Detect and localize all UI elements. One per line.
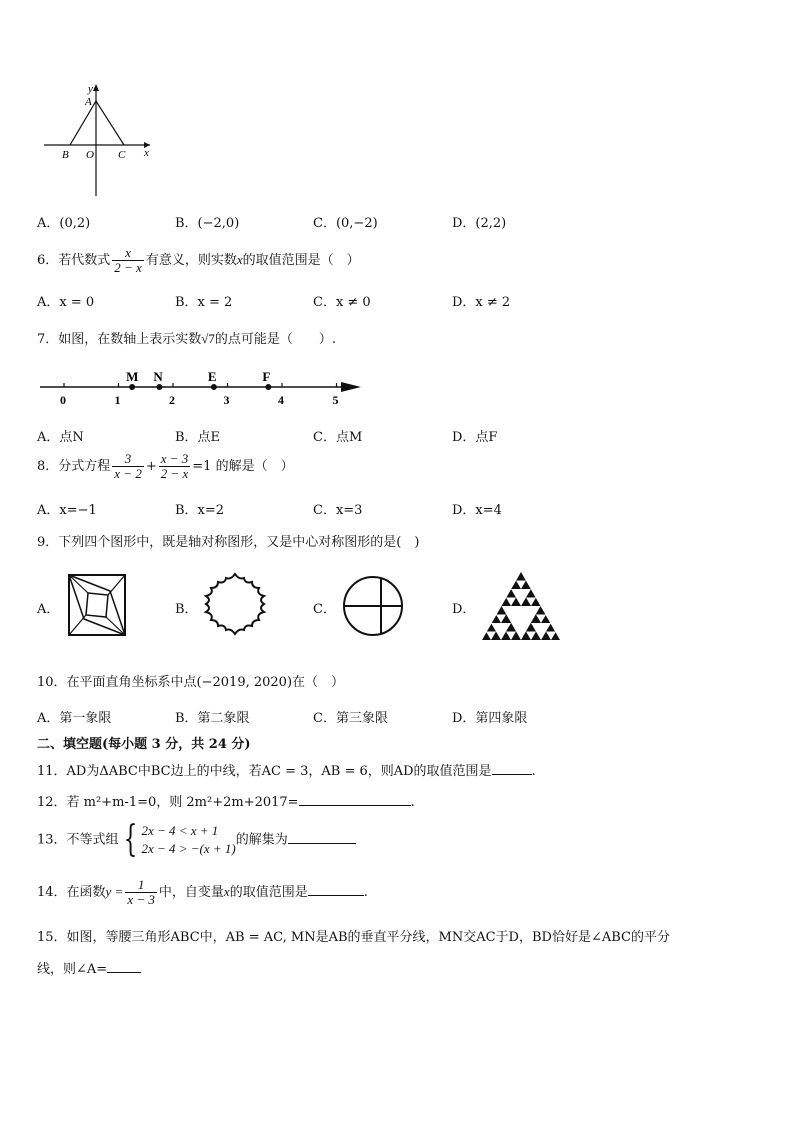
q12-answer-blank[interactable]	[299, 793, 411, 806]
q8-den-1: x − 2	[114, 466, 142, 481]
point-label-n: N	[153, 369, 163, 384]
q6-tail: 的取值范围是（ ）	[242, 253, 360, 268]
q10-stem: 10．在平面直角坐标系中点(−2019, 2020)在（ ）	[37, 675, 345, 690]
q5-option-d[interactable]: D．(2,2)	[452, 216, 507, 231]
q14-tail: 的取值范围是	[229, 885, 308, 900]
point-label-m: M	[126, 369, 139, 384]
q6-var: x	[236, 252, 243, 267]
q15-answer-blank[interactable]	[107, 960, 141, 973]
q14-end: .	[363, 885, 368, 900]
q9-option-b[interactable]: B．	[175, 602, 198, 617]
label-c: C	[118, 149, 126, 161]
q8-fraction-1	[112, 452, 144, 481]
q8-option-d[interactable]: D．x=4	[452, 503, 502, 518]
q13-post: 的解集为	[235, 832, 288, 848]
q7-root: √7	[201, 331, 215, 346]
q10-option-d[interactable]: D．第四象限	[452, 711, 528, 726]
q15-line-1: 15．如图，等腰三角形ABC中，AB = AC, MN是AB的垂直平分线，MN交AC于D，BD恰好是∠ABC的平分	[37, 930, 670, 945]
label-x: x	[144, 147, 149, 159]
number-line	[38, 362, 368, 410]
q13-answer-blank[interactable]	[288, 831, 356, 844]
q9-figure-c	[340, 573, 406, 639]
tick-label: 3	[223, 393, 230, 407]
q8-num-1: 3	[124, 451, 132, 466]
point-m	[129, 384, 135, 390]
q6-stem	[37, 246, 360, 275]
q9-figure-d	[480, 570, 562, 642]
q7-option-a[interactable]: A．点N	[37, 430, 84, 445]
tick-label: 4	[278, 393, 284, 407]
q8-fraction-2	[159, 452, 191, 481]
q8-option-a[interactable]: A．x=−1	[37, 503, 97, 518]
q6-fraction	[112, 246, 144, 275]
q8-plus: +	[145, 459, 157, 474]
q11-text: 11．AD为ΔABC中BC边上的中线，若AC = 3，AB = 6，则AD的取值范围是	[37, 764, 492, 779]
q6-option-d[interactable]: D．x ≠ 2	[452, 295, 511, 310]
point-label-f: F	[262, 369, 271, 384]
q10-option-a[interactable]: A．第一象限	[37, 711, 112, 726]
q13-system: { 2x − 4 < x + 1 2x − 4 > −(x + 1)	[123, 819, 236, 860]
q10-option-c[interactable]: C．第三象限	[313, 711, 388, 726]
q5-figure	[40, 78, 160, 200]
tick-label: 5	[332, 393, 339, 407]
point-label-e: E	[207, 369, 217, 384]
q6-num: x	[125, 245, 131, 260]
q11-end: .	[531, 764, 536, 779]
q14-stem	[37, 878, 368, 907]
q14-num: 1	[137, 877, 145, 892]
point-f	[265, 384, 271, 390]
q7-post: 的点可能是（ ）.	[214, 332, 337, 347]
section-2-heading: 二、填空题(每小题 3 分，共 24 分)	[37, 737, 251, 752]
q6-den: 2 − x	[114, 260, 142, 275]
q12-text: 12．若 m²+m-1=0，则 2m²+2m+2017=	[37, 795, 299, 810]
q8-stem	[37, 452, 294, 481]
q8-post: =1 的解是（ ）	[192, 459, 294, 474]
q14-post: 中，自变量	[158, 885, 224, 900]
q9-option-a[interactable]: A．	[37, 602, 60, 617]
q14-lhs: y =	[105, 884, 124, 899]
q13-row-2: 2x − 4 > −(x + 1)	[141, 841, 236, 856]
q14-pre: 14．在函数	[37, 885, 106, 900]
q8-den-2: 2 − x	[160, 466, 189, 481]
q6-post: 有意义，则实数	[145, 253, 237, 268]
q15-line-2-text: 线，则∠A=	[37, 962, 108, 977]
q14-den: x − 3	[127, 892, 155, 907]
label-b: B	[62, 149, 69, 161]
point-n	[156, 384, 162, 390]
q7-option-c[interactable]: C．点M	[313, 430, 363, 445]
q12-stem	[37, 791, 415, 810]
q13-stem	[37, 819, 356, 860]
q5-option-b[interactable]: B．(−2,0)	[175, 216, 240, 231]
q11-stem	[37, 760, 536, 779]
q12-end: .	[410, 795, 415, 810]
q6-option-c[interactable]: C．x ≠ 0	[313, 295, 371, 310]
point-e	[211, 384, 217, 390]
q8-num-2: x − 3	[160, 451, 189, 466]
q7-option-d[interactable]: D．点F	[452, 430, 498, 445]
triangle-abc	[70, 101, 124, 145]
q8-option-c[interactable]: C．x=3	[313, 503, 363, 518]
q7-stem	[37, 328, 336, 347]
q11-answer-blank[interactable]	[492, 762, 532, 775]
q6-pre: 6．若代数式	[37, 253, 111, 268]
q7-pre: 7．如图，在数轴上表示实数	[37, 332, 202, 347]
q8-pre: 8．分式方程	[37, 459, 111, 474]
q15-line-2	[37, 958, 141, 977]
tick-label: 1	[114, 393, 121, 407]
q9-figure-a	[66, 573, 128, 637]
q9-option-c[interactable]: C．	[313, 602, 336, 617]
q6-option-a[interactable]: A．x = 0	[37, 295, 95, 310]
q7-option-b[interactable]: B．点E	[175, 430, 221, 445]
q9-option-d[interactable]: D．	[452, 602, 476, 617]
q5-option-a[interactable]: A．(0,2)	[37, 216, 91, 231]
tick-label: 2	[169, 393, 175, 407]
q14-fraction	[125, 878, 157, 907]
q6-option-b[interactable]: B．x = 2	[175, 295, 233, 310]
label-y: y	[88, 83, 93, 95]
q13-pre: 13．不等式组	[37, 832, 119, 848]
q9-stem: 9．下列四个图形中，既是轴对称图形，又是中心对称图形的是( )	[37, 535, 420, 550]
label-o: O	[86, 149, 94, 161]
q10-option-b[interactable]: B．第二象限	[175, 711, 250, 726]
q9-figure-b	[198, 570, 272, 638]
label-a: A	[85, 96, 92, 108]
q5-option-c[interactable]: C．(0,−2)	[313, 216, 378, 231]
q13-row-1: 2x − 4 < x + 1	[141, 823, 219, 838]
q14-answer-blank[interactable]	[308, 883, 364, 896]
q8-option-b[interactable]: B．x=2	[175, 503, 225, 518]
q14-var: x	[223, 884, 230, 899]
tick-label: 0	[60, 393, 66, 407]
